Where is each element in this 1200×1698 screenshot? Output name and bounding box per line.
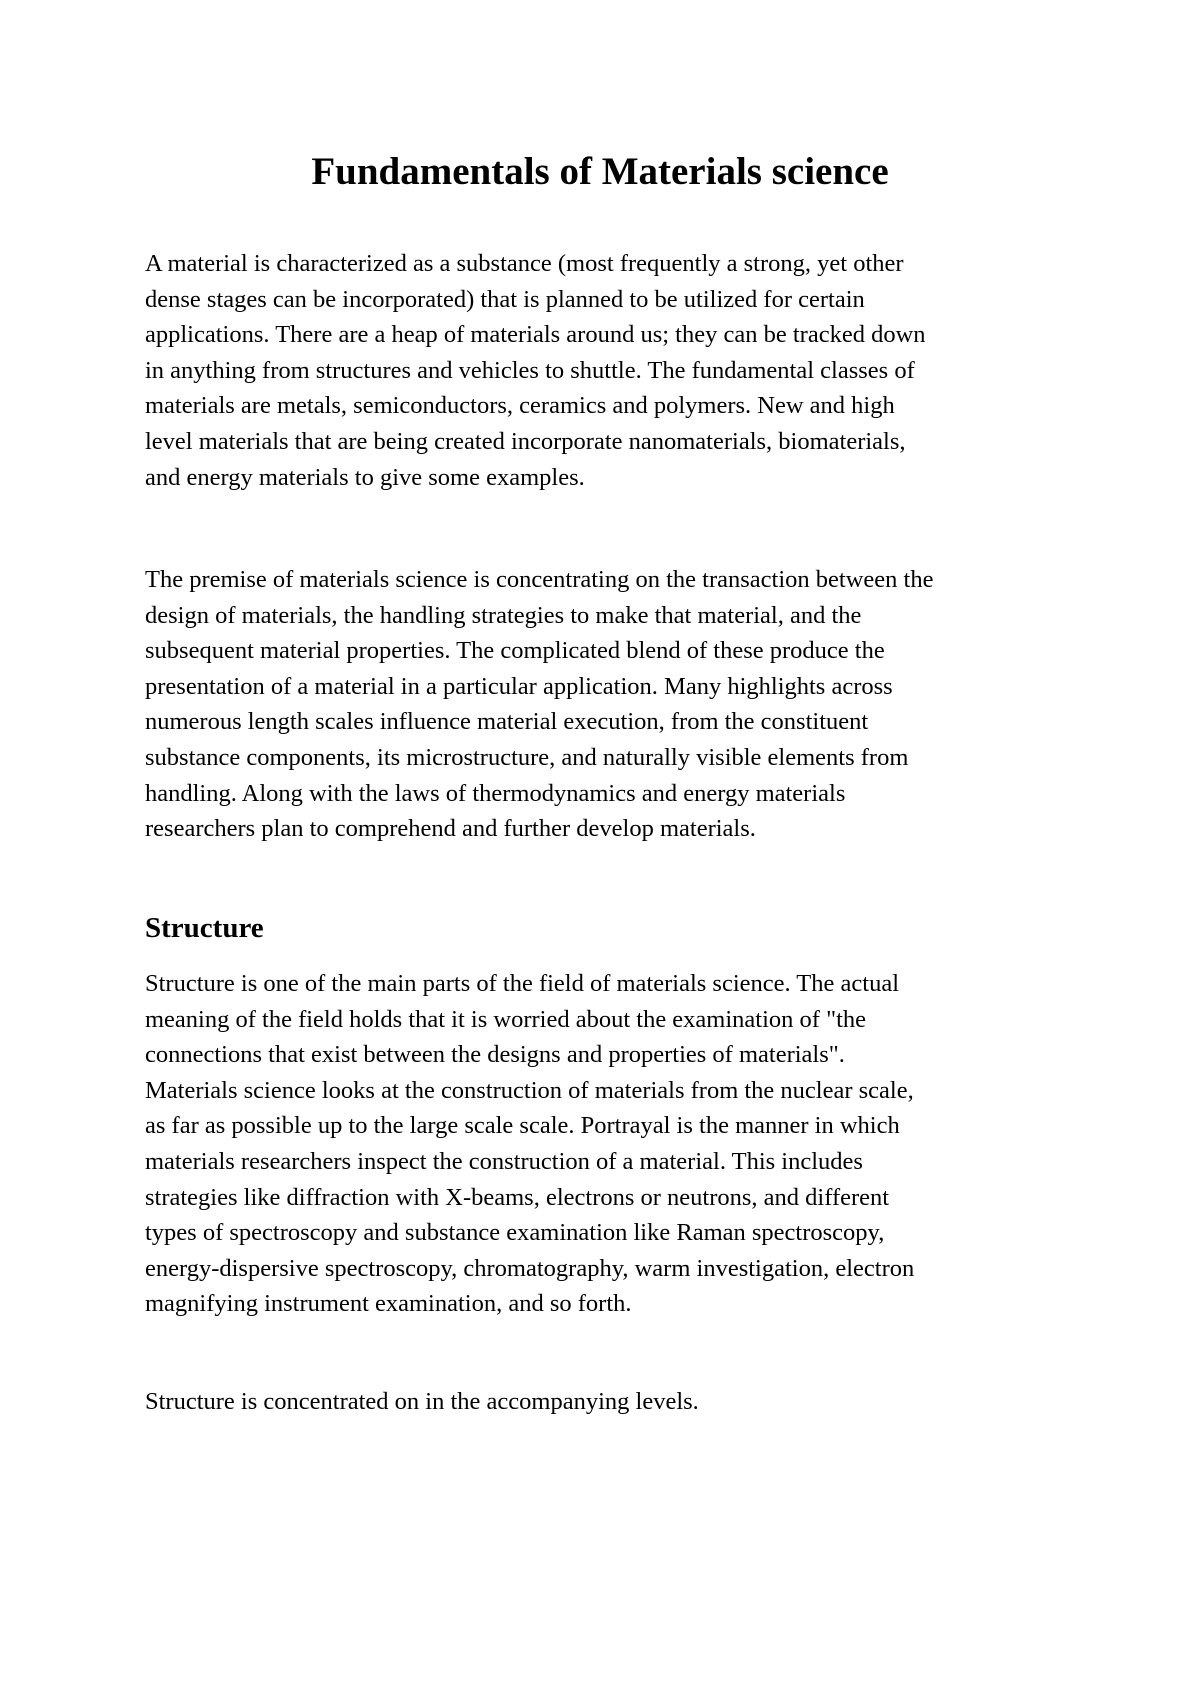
structure-levels-paragraph: Structure is concentrated on in the accompanying levels. xyxy=(145,1388,699,1415)
page-title: Fundamentals of Materials science xyxy=(311,150,889,193)
premise-paragraph: The premise of materials science is concentrating on the transaction between the design of materials, the handling strategies to make that material, and the subsequent material properties. The complicated blend of these produce the presentation of a material in a particular application. Many highlights across numerous length scales influence material execution, from the constituent substance components, its microstructure, and naturally visible elements from handling. Along with the laws of thermodynamics and energy materials researchers plan to comprehend and further develop materials. xyxy=(145,566,934,843)
intro-paragraph: A material is characterized as a substance (most frequently a strong, yet other dense stages can be incorporated) that is planned to be utilized for certain applications. There are a heap of materials around us; they can be tracked down in anything from structures and vehicles to shuttle. The fundamental classes of materials are metals, semiconductors, ceramics and polymers. New and high level materials that are being created incorporate nanomaterials, biomaterials, and energy materials to give some examples. xyxy=(145,250,926,491)
structure-paragraph: Structure is one of the main parts of the field of materials science. The actual meaning of the field holds that it is worried about the examination of "the connections that exist between the designs and properties of materials". Materials science looks at the construction of materials from the nuclear scale, as far as possible up to the large scale scale. Portrayal is the manner in which materials researchers inspect the construction of a material. This includes strategies like diffraction with X-beams, electrons or neutrons, and different types of spectroscopy and substance examination like Raman spectroscopy, energy-dispersive spectroscopy, chromatography, warm investigation, electron magnifying instrument examination, and so forth. xyxy=(145,970,915,1318)
section-heading-structure: Structure xyxy=(145,912,264,944)
